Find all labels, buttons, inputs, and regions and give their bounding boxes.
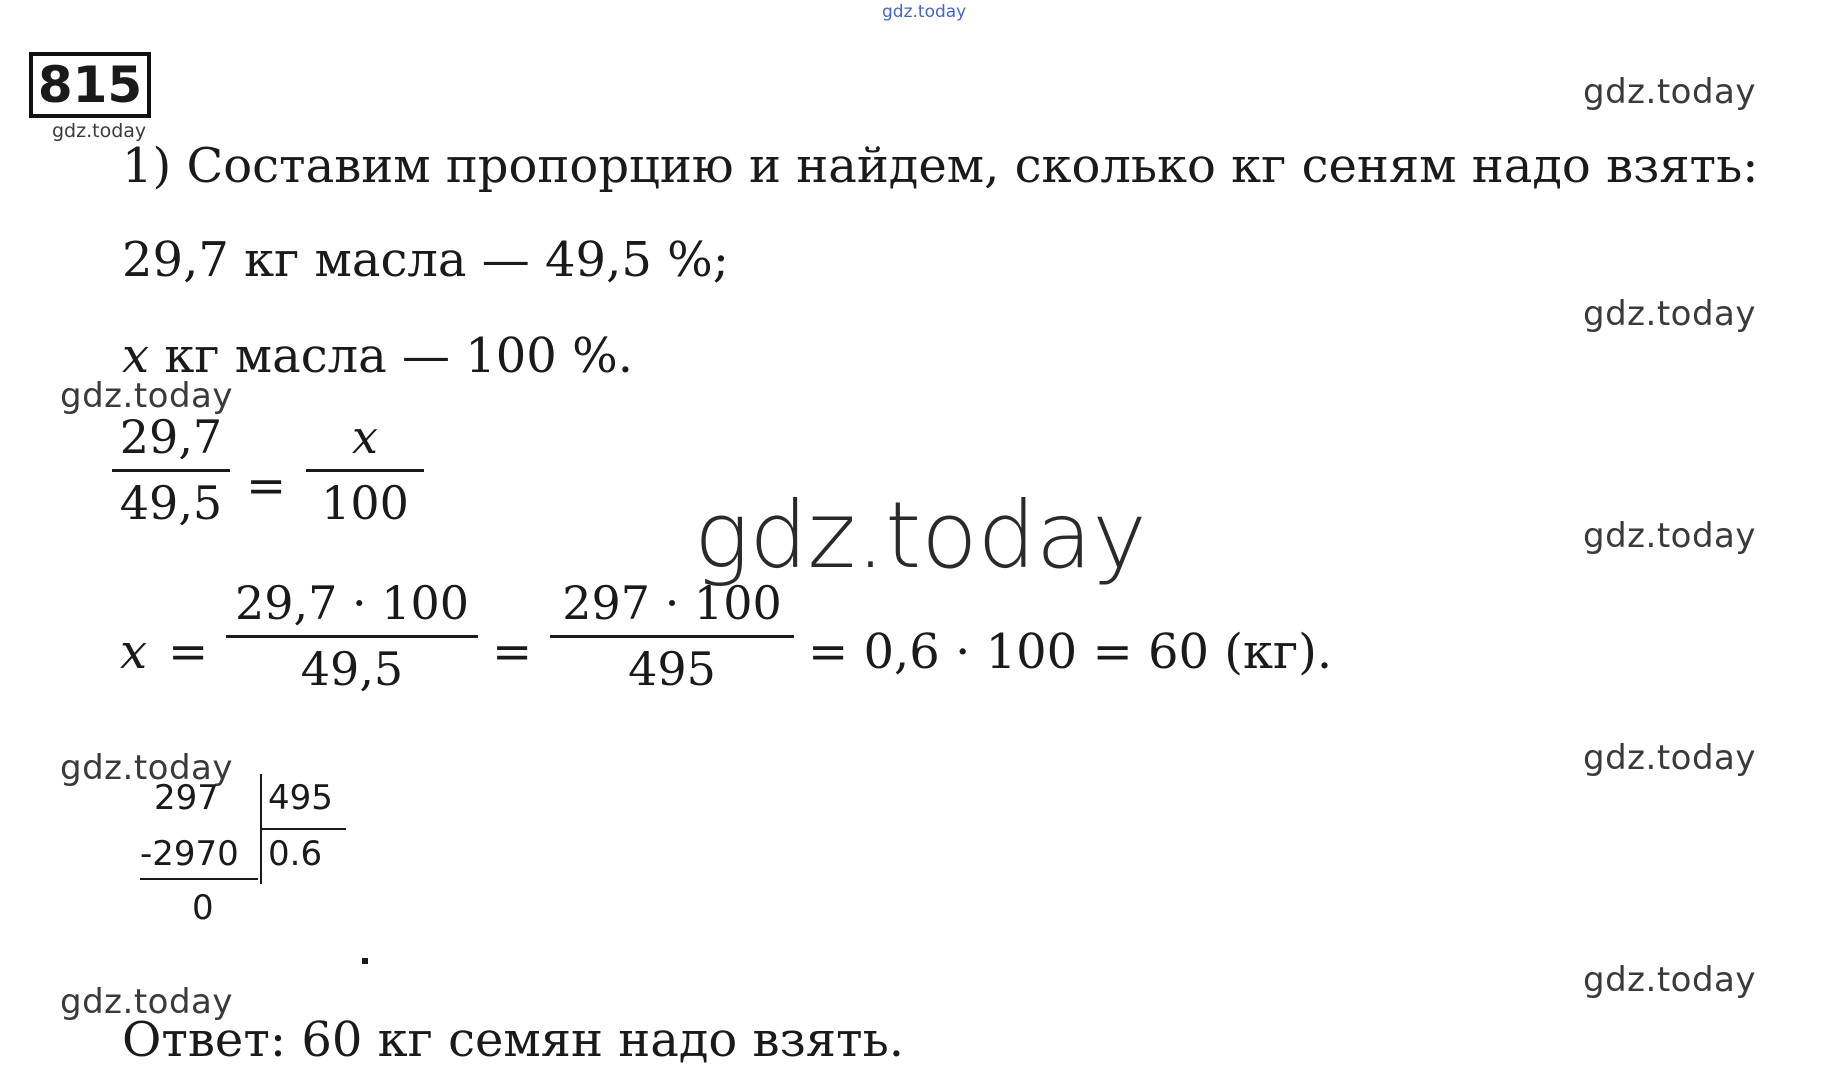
division-subtract: -2970 — [140, 834, 239, 874]
solution-equals-2: = — [492, 624, 533, 680]
fraction-denominator: 100 — [321, 475, 409, 530]
given-line-2-text: кг масла — 100 %. — [149, 328, 633, 384]
fraction-denominator: 495 — [628, 641, 716, 696]
step1-text: 1) Составим пропорцию и найдем, сколько кг сеням надо взять: — [122, 138, 1759, 194]
fraction-numerator: 297 · 100 — [562, 576, 782, 630]
fraction-numerator: 29,7 — [119, 410, 223, 464]
variable-x: x — [122, 328, 150, 384]
solution-fraction-2 — [550, 578, 794, 694]
fraction-bar — [550, 635, 794, 638]
solution-variable: x — [120, 624, 148, 680]
division-remainder: 0 — [192, 888, 214, 928]
proportion-left-fraction — [112, 412, 230, 528]
division-subtract-line — [140, 878, 258, 880]
fraction-denominator: 49,5 — [119, 475, 223, 530]
watermark-right-2: gdz.today — [1583, 294, 1756, 334]
division-quotient: 0.6 — [268, 834, 323, 874]
division-dividend: 297 — [154, 778, 219, 818]
fraction-denominator: 49,5 — [300, 641, 404, 696]
fraction-numerator: x — [352, 410, 378, 464]
problem-number: 815 — [29, 52, 151, 118]
proportion-right-fraction — [306, 412, 424, 528]
watermark-left-2: gdz.today — [60, 748, 233, 788]
watermark-center: gdz.today — [694, 482, 1147, 589]
fraction-numerator: 29,7 · 100 — [234, 576, 470, 630]
answer-text: Ответ: 60 кг семян надо взять. — [122, 1012, 904, 1068]
stray-dot — [362, 958, 368, 964]
given-line-2 — [122, 328, 633, 384]
division-divisor-line — [260, 828, 346, 830]
solution-fraction-1 — [226, 578, 478, 694]
watermark-left-1: gdz.today — [60, 376, 233, 416]
division-divisor: 495 — [268, 778, 333, 818]
fraction-bar — [306, 469, 424, 472]
watermark-right-5: gdz.today — [1583, 960, 1756, 1000]
watermark-right-4: gdz.today — [1583, 738, 1756, 778]
given-line-1: 29,7 кг масла — 49,5 %; — [122, 232, 729, 288]
fraction-bar — [112, 469, 230, 472]
watermark-under-number: gdz.today — [52, 120, 147, 142]
watermark-left-3: gdz.today — [60, 982, 233, 1022]
solution-tail: = 0,6 · 100 = 60 (кг). — [808, 624, 1333, 680]
watermark-right-1: gdz.today — [1583, 72, 1756, 112]
watermark-top: gdz.today — [882, 2, 967, 22]
proportion-equals: = — [246, 458, 287, 514]
fraction-bar — [226, 635, 478, 638]
solution-equals-1: = — [168, 624, 209, 680]
watermark-right-3: gdz.today — [1583, 516, 1756, 556]
